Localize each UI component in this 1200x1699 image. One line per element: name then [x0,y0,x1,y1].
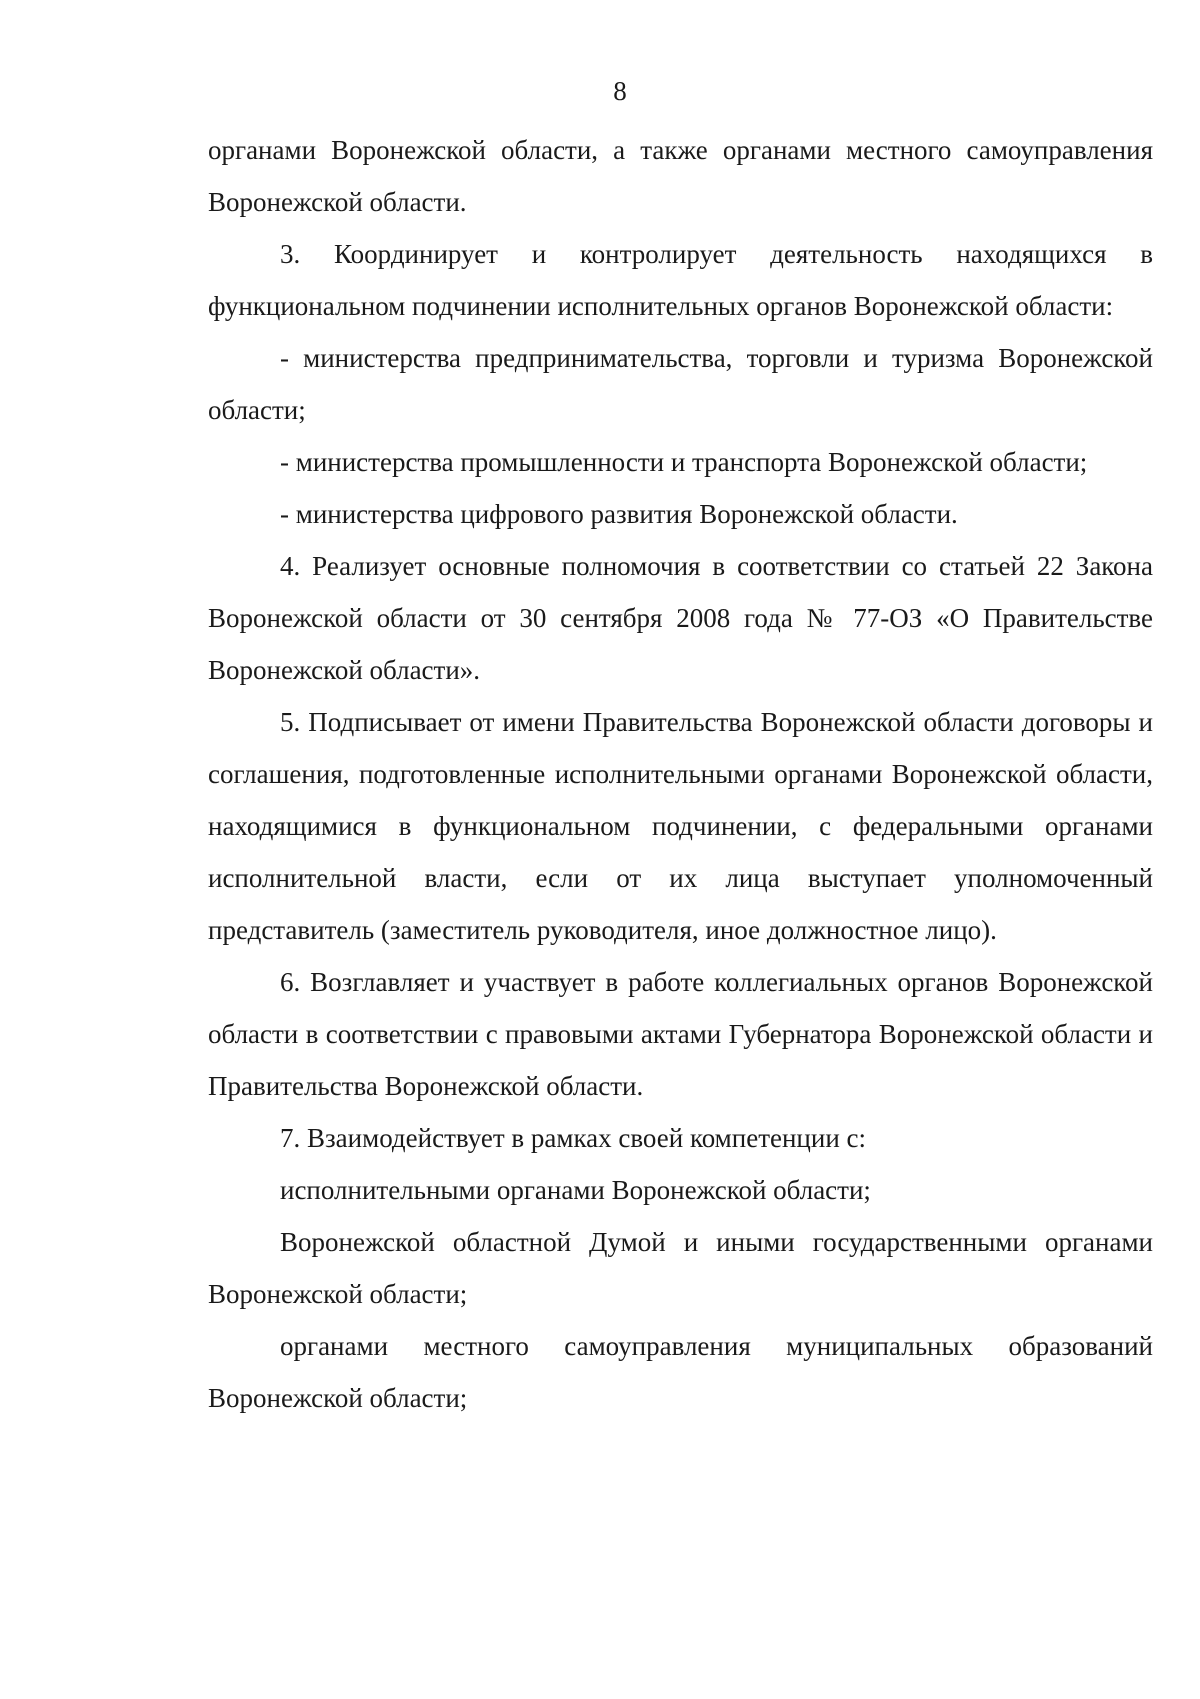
page-number: 8 [613,76,627,106]
document-body [208,124,1153,1424]
paragraph-local-self-government: органами местного самоуправления муниципальных образований Воронежской области; [208,1331,1153,1413]
paragraph-item-4: 4. Реализует основные полномочия в соответствии со статьей 22 Закона Воронежской области от 30 сентября 2008 года № 77-ОЗ «О Правительстве Воронежской области». [208,551,1153,685]
paragraph-item-6: 6. Возглавляет и участвует в работе коллегиальных органов Воронежской области в соответствии с правовыми актами Губернатора Воронежской области и Правительства Воронежской области. [208,967,1153,1101]
paragraph-continuation: органами Воронежской области, а также органами местного самоуправления Воронежской области. [208,135,1153,217]
paragraph-item-7: 7. Взаимодействует в рамках своей компетенции с: [280,1123,867,1153]
paragraph-regional-duma: Воронежской областной Думой и иными государственными органами Воронежской области; [208,1227,1153,1309]
paragraph-item-3: 3. Координирует и контролирует деятельность находящихся в функциональном подчинении исполнительных органов Воронежской области: [208,239,1153,321]
paragraph-ministry-digital: - министерства цифрового развития Воронежской области. [280,499,958,529]
paragraph-ministry-industry: - министерства промышленности и транспорта Воронежской области; [280,447,1088,477]
paragraph-item-5: 5. Подписывает от имени Правительства Воронежской области договоры и соглашения, подготовленные исполнительными органами Воронежской области, находящимися в функциональном подчинении, с федеральными органами исполнительной власти, если от их лица выступает уполномоченный представитель (заместитель руководителя, иное должностное лицо). [208,707,1153,945]
paragraph-ministry-business: - министерства предпринимательства, торговли и туризма Воронежской области; [208,343,1153,425]
paragraph-executive-bodies: исполнительными органами Воронежской области; [280,1175,871,1205]
